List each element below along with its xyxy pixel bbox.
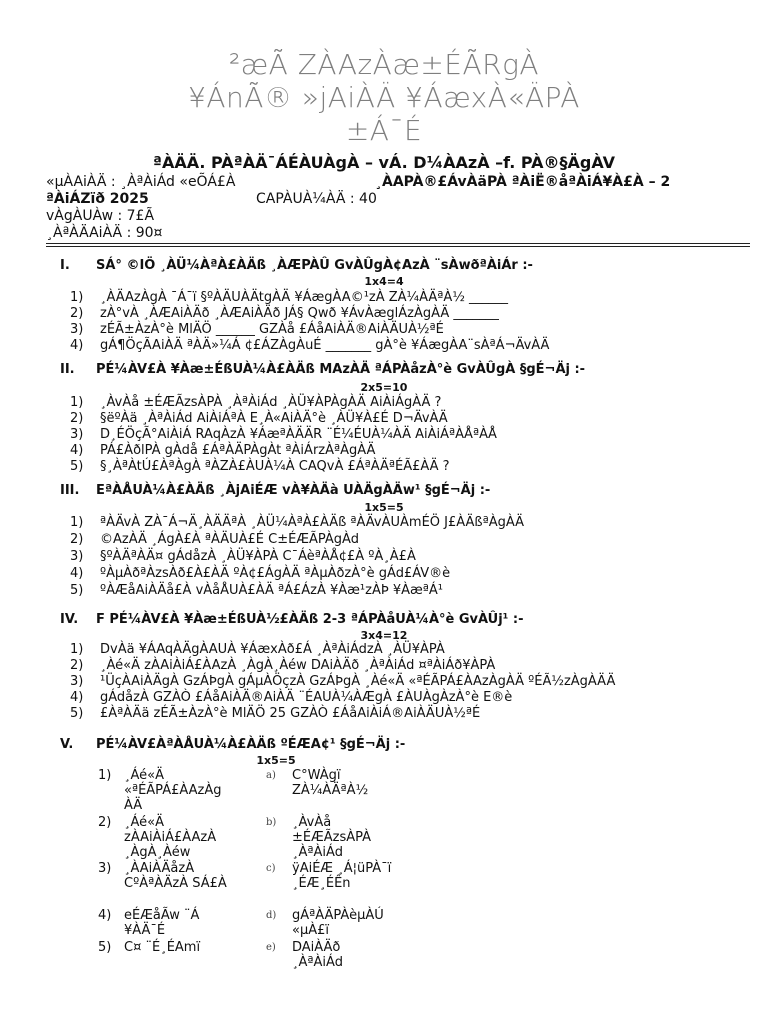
section-2-heading bbox=[46, 362, 585, 377]
section-title: SÁ° ©IÖ ¸ÀÜ¼ÀªÀ£ÀÄß ¸ÀÆPÀÛ GvÀÛgÀ¢AzÀ ¨sÀwðªÀiÁr :- bbox=[96, 258, 533, 273]
question-text: zÀ°vÀ ¸ÀÆAiÀÄð ¸ÀÆAiÀÄð JÁ§ Qwð ¥ÁvÀæglÁzÀgÀÄ _______ bbox=[100, 306, 499, 321]
match-left-text: ¸Áé«Ä zÀAiÀiÁ£ÀAzÀ ¸ÀgÀ¸Àéw bbox=[124, 815, 217, 860]
title-line-2: ¥ÁnÃ® »jAiÀÄ ¥ÁæxÀ«ÄPÀ bbox=[188, 81, 580, 114]
school-address: ªÀÄÄ. PÀªÀÄ¯ÁÉÀUÀgÀ – vÁ. D¼ÀAzÀ –f. PÀ®§ÄgÀV bbox=[152, 153, 616, 172]
match-right-letter: c) bbox=[266, 863, 276, 874]
question-text: £ÀªÀÄä zÉÃ±ÀzÀ°è MlÄÖ 25 GZÀÒ £ÁåAiÀiÁ®AiÀÄUÀ½ªÉ bbox=[100, 706, 481, 721]
question-text: zÉÃ±ÀzÀ°è MlÄÖ ______ GZÀå £ÁåAiÀÄ®AiÀÄUÀ½ªÉ bbox=[100, 322, 444, 337]
question bbox=[70, 706, 480, 721]
section-3-heading bbox=[46, 483, 490, 498]
question-text: ºÀÆåAiÀÄå£À vÀåÅUÀ£ÀÄ ªÁ£ÁzÀ ¥Àæ¹zÀÞ ¥ÀæªÁ¹ bbox=[100, 583, 444, 598]
match-left-text: C¤ ¨É¸ÉAmï bbox=[124, 940, 201, 955]
section-number: II. bbox=[60, 362, 75, 377]
match-left-number: 4) bbox=[98, 908, 112, 923]
question bbox=[70, 532, 359, 547]
question-text: ¸Àé«Ä zÀAiÀiÁ£ÀAzÀ ¸ÀgÀ¸Àéw DAiÀÄð ¸ÀªÀiÁd ¤ªÀiÁð¥ÀPÀ bbox=[100, 658, 496, 673]
question bbox=[70, 583, 443, 598]
match-right-letter: d) bbox=[266, 910, 277, 921]
question bbox=[70, 674, 615, 689]
question bbox=[70, 690, 512, 705]
title-line-1: ²æÃ ZÀAzÀæ±ÉÃRgÀ bbox=[228, 48, 540, 81]
question-text: DvÀä ¥ÁAqÀÄgÀAUÀ ¥ÁæxÀð£Á ¸ÀªÀiÁdzÀ ¸ÀÜ¥ÀPÀ bbox=[100, 642, 445, 657]
question-number: 2) bbox=[70, 532, 84, 547]
meta-subject: «µÀAiÀÄ : ¸ÀªÀiÁd «eÕÁ£À bbox=[46, 174, 236, 190]
question-number: 2) bbox=[70, 306, 84, 321]
question-number: 4) bbox=[70, 566, 84, 581]
question-number: 4) bbox=[70, 690, 84, 705]
section-5-heading bbox=[46, 737, 405, 752]
question-text: gÁ¶ÖçÃAiÀÄ ªÀÄ»¼Á ¢£ÁZÀgÀuÉ _______ gÀ°è ¥ÁægÀA¨sÀªÁ¬ÄvÀÄ bbox=[100, 338, 550, 353]
question bbox=[70, 411, 448, 426]
match-left-text: ¸ÀAiÀÄåzÀ CºÀªÀÄzÀ SÁ£À bbox=[124, 861, 227, 891]
section-title: EªÀÅUÀ¼À£ÀÄß ¸ÀjAiÉÆ vÀ¥ÀÄà UÀÄgÀÄw¹ §gÉ¬Äj :- bbox=[96, 483, 491, 498]
question-text: §¸ÀªÀtÚ£ÀªÀgÀ ªÀZÀ£ÀUÀ¼À CAQvÀ £ÁªÀÄªÉÃ£ÀÄ ? bbox=[100, 459, 450, 474]
section-title: PÉ¼ÀV£ÀªÀÅUÀ¼À£ÀÄß ºÉÆA¢¹ §gÉ¬Äj :- bbox=[96, 737, 406, 752]
question bbox=[70, 515, 524, 530]
meta-duration: ¸ÀªÀÄAiÀÄ : 90¤ bbox=[46, 225, 163, 241]
match-right-letter: b) bbox=[266, 817, 277, 828]
section-number: I. bbox=[60, 258, 70, 273]
question-number: 5) bbox=[70, 583, 84, 598]
section-title: F PÉ¼ÀV£À ¥Àæ±ÉßUÀ½£ÀÄß 2-3 ªÁPÀåUÀ¼À°è GvÀÛj¹ :- bbox=[96, 612, 524, 627]
question-number: 3) bbox=[70, 549, 84, 564]
header-rule-bottom bbox=[46, 246, 750, 247]
question bbox=[70, 459, 450, 474]
question-text: PÁ£ÀðlPÀ gÀdå £ÁªÀÄPÀgÀt ªÀiÁrzÀªÀgÀÄ bbox=[100, 443, 376, 458]
question bbox=[70, 642, 445, 657]
question-text: ¹ÜçÀAiÀÄgÀ GzÁÞgÀ gÁµÀÖçzÀ GzÁÞgÀ ¸Àé«Ä «ªÉÃPÁ£ÀAzÀgÀÄ ºÉÃ½zÀgÀÄÄ bbox=[100, 674, 616, 689]
section-5-marks: 1x5=5 bbox=[256, 754, 296, 767]
section-number: IV. bbox=[60, 612, 79, 627]
question-number: 5) bbox=[70, 459, 84, 474]
question-number: 1) bbox=[70, 395, 84, 410]
section-number: V. bbox=[60, 737, 74, 752]
section-2-marks: 2x5=10 bbox=[360, 381, 408, 394]
section-title: PÉ¼ÀV£À ¥Àæ±ÉßUÀ¼À£ÀÄß MAzÀÄ ªÁPÀåzÀ°è GvÀÛgÀ §gÉ¬Äj :- bbox=[96, 362, 586, 377]
section-4-heading bbox=[46, 612, 524, 627]
question-text: §ºÀÄªÀÄ¤ gÁdåzÀ ¸ÀÜ¥ÀPÀ C¯ÁèªÀÅ¢£À ºÀ¸À£À bbox=[100, 549, 416, 564]
question-number: 1) bbox=[70, 515, 84, 530]
question-number: 5) bbox=[70, 706, 84, 721]
match-left-number: 5) bbox=[98, 940, 112, 955]
question-number: 2) bbox=[70, 658, 84, 673]
question-text: ºÀµÀðªÀzsÀð£À£ÀÄ ºÀ¢£ÁgÀÄ ªÀµÀðzÀ°è gÁd£ÁV®è bbox=[100, 566, 451, 581]
section-number: III. bbox=[60, 483, 80, 498]
match-left-number: 3) bbox=[98, 861, 112, 876]
section-1-marks: 1x4=4 bbox=[364, 275, 404, 288]
question-number: 2) bbox=[70, 411, 84, 426]
meta-class: vÀgÀUÀw : 7£Ã bbox=[46, 208, 155, 224]
question-text: gÁdåzÀ GZÀÒ £ÁåAiÀÄ®AiÀÄ ¨ÉAUÀ¼ÀÆgÀ £ÀUÀgÀzÀ°è E®è bbox=[100, 690, 513, 705]
section-3-marks: 1x5=5 bbox=[364, 501, 404, 514]
question-number: 3) bbox=[70, 322, 84, 337]
match-right-text: DAiÀÄð ¸ÀªÀiÁd bbox=[292, 940, 343, 970]
match-left-number: 1) bbox=[98, 768, 112, 783]
question bbox=[70, 427, 497, 442]
question-number: 1) bbox=[70, 290, 84, 305]
meta-date: ªÀiÁZïð 2025 bbox=[46, 191, 149, 207]
match-right-letter: e) bbox=[266, 942, 276, 953]
question-number: 1) bbox=[70, 642, 84, 657]
question bbox=[70, 290, 508, 305]
question-text: ©AzÀÄ ¸ÁgÀ£À ªÀÄUÀ£É C±ÉÆÃPÀgÀd bbox=[100, 532, 359, 547]
question bbox=[70, 338, 549, 353]
match-right-text: ÿAiÉÆ ¸Á¦üPÀ¯ï ¸ÉÆ¸ÉÊn bbox=[292, 861, 392, 891]
section-4-marks: 3x4=12 bbox=[360, 629, 408, 642]
question bbox=[70, 322, 444, 337]
question-text: ¸ÀvÀå ±ÉÆÃzsÀPÀ ¸ÀªÀiÁd ¸ÀÜ¥ÀPÀgÀÄ AiÀiÁgÀÄ ? bbox=[100, 395, 442, 410]
match-left-text: eÉÆåÃw ¨Á ¥ÀÄ¯É bbox=[124, 908, 200, 938]
match-right-letter: a) bbox=[266, 770, 276, 781]
question bbox=[70, 549, 416, 564]
title-line-3: ±Á¯É bbox=[345, 114, 423, 147]
question-number: 4) bbox=[70, 443, 84, 458]
header-rule-top bbox=[46, 243, 750, 244]
question-text: ªÀÄvÀ ZÀ¯Á¬Ä¸ÀÄÄªÀ ¸ÀÜ¼ÀªÀ£ÀÄß ªÀÄvÀUÀmÉÖ J£ÀÄßªÀgÀÄ bbox=[100, 515, 525, 530]
match-right-text: ¸ÀvÀå ±ÉÆÃzsÀPÀ ¸ÀªÀiÁd bbox=[292, 815, 372, 860]
question-text: D¸ÉÖçÃ°AiÀiÁ RAqÀzÀ ¥ÁæªÀÄÄR ¨É¼ÉUÀ¼ÀÄ AiÀiÁªÀÅªÀÅ bbox=[100, 427, 497, 442]
question-number: 3) bbox=[70, 427, 84, 442]
question-number: 4) bbox=[70, 338, 84, 353]
match-right-text: C°WÀgï ZÀ¼ÀÄªÀ½ bbox=[292, 768, 369, 798]
question bbox=[70, 658, 495, 673]
match-left-number: 2) bbox=[98, 815, 112, 830]
meta-total-marks: CAPÀUÀ¼ÀÄ : 40 bbox=[256, 191, 377, 207]
question bbox=[70, 566, 450, 581]
question-number: 3) bbox=[70, 674, 84, 689]
question bbox=[70, 306, 499, 321]
question-text: §ëºÀä ¸ÀªÀiÁd AiÀiÁªÀ E¸À«AiÀÄ°è ¸ÀÜ¥À£É D¬ÄvÀÄ bbox=[100, 411, 448, 426]
match-left-text: ¸Áé«Ä «ªÉÃPÁ£ÀAzÀg ÀÄ bbox=[124, 768, 222, 813]
question bbox=[70, 443, 375, 458]
meta-exam-type: ¸ÀAPÀ®£ÁvÀäPÀ ªÀiË®åªÀiÁ¥À£À – 2 bbox=[375, 174, 671, 190]
match-right-text: gÁªÀÄPÀèµÀÚ «µÀ£ï bbox=[292, 908, 384, 938]
question bbox=[70, 395, 441, 410]
section-1-heading bbox=[46, 258, 533, 273]
question-text: ¸ÀÄAzÀgÀ ¯Á¯ï §ºÀÄUÀÄtgÀÄ ¥ÁægÀA©¹zÀ ZÀ¼ÀÄªÀ½ ______ bbox=[100, 290, 509, 305]
document-title bbox=[0, 48, 768, 147]
